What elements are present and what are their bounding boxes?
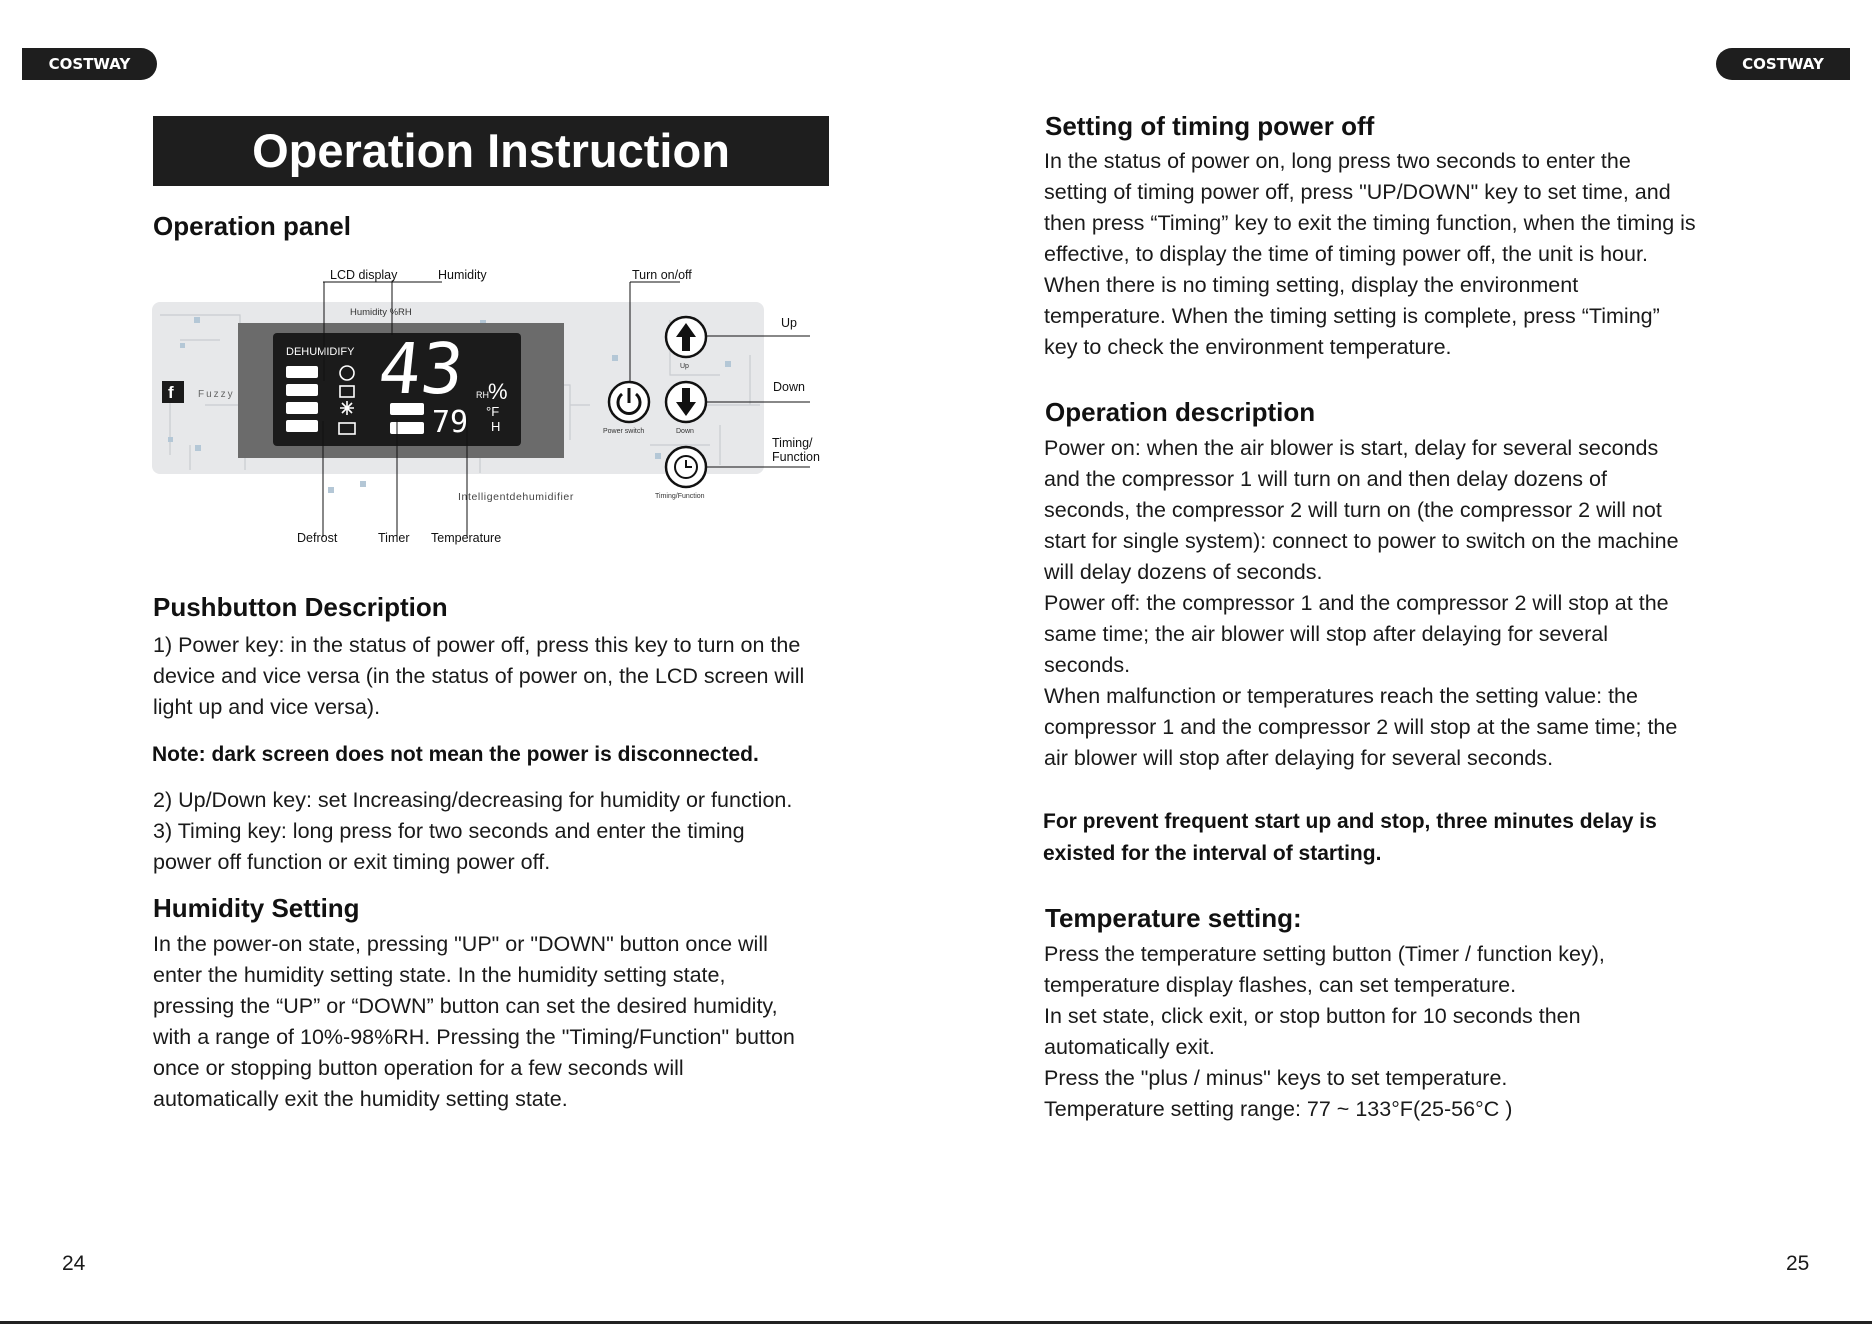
- timing-power-off-paragraph: [1044, 146, 1696, 363]
- text-line: seconds, the compressor 2 will turn on (the compressor 2 will not: [1044, 498, 1662, 522]
- text-line: light up and vice versa).: [153, 695, 381, 719]
- text-line: key to check the environment temperature.: [1044, 335, 1452, 359]
- label-up: Up: [781, 316, 797, 330]
- text-line: When malfunction or temperatures reach the setting value: the: [1044, 684, 1638, 708]
- text-line: Press the "plus / minus" keys to set temperature.: [1044, 1066, 1508, 1090]
- label-down: Down: [773, 380, 805, 394]
- text-line: Power off: the compressor 1 and the compressor 2 will stop at the: [1044, 591, 1669, 615]
- text-line: 2) Up/Down key: set Increasing/decreasing for humidity or function.: [153, 788, 793, 812]
- timing-power-off-heading: Setting of timing power off: [1045, 111, 1375, 141]
- fuzzy-label: Fuzzy: [198, 389, 235, 400]
- label-timing-function-line1: Timing/: [772, 436, 813, 450]
- text-line: automatically exit.: [1044, 1035, 1215, 1059]
- fuzzy-badge-letter: f: [168, 383, 174, 402]
- operation-panel-diagram: [150, 265, 830, 555]
- text-line: existed for the interval of starting.: [1043, 842, 1382, 865]
- timing-function-small-label: Timing/Function: [655, 493, 705, 500]
- power-button[interactable]: [609, 382, 649, 422]
- text-line: Power on: when the air blower is start, delay for several seconds: [1044, 436, 1659, 460]
- text-line: automatically exit the humidity setting state.: [153, 1087, 568, 1111]
- text-line: pressing the “UP” or “DOWN” button can set the desired humidity,: [153, 994, 778, 1018]
- label-timing-function-line2: Function: [772, 450, 820, 464]
- intelligent-dehumidifier-label: Intelligentdehumidifier: [458, 491, 574, 503]
- operation-description-heading: Operation description: [1045, 397, 1316, 427]
- temperature-setting-heading: Temperature setting:: [1045, 903, 1302, 933]
- up-button-small-label: Up: [680, 363, 689, 370]
- delay-note: [1043, 806, 1657, 870]
- text-line: power off function or exit timing power off.: [153, 850, 551, 874]
- pushbutton-paragraph-1: [153, 630, 804, 723]
- timing-button[interactable]: [666, 447, 706, 487]
- text-line: 3) Timing key: long press for two seconds and enter the timing: [153, 819, 745, 843]
- power-switch-small-label: Power switch: [603, 428, 645, 435]
- text-line: enter the humidity setting state. In the humidity setting state,: [153, 963, 726, 987]
- lcd-humidity-value: 43: [374, 328, 468, 410]
- power-note: [152, 739, 759, 771]
- text-line: compressor 1 and the compressor 2 will stop at the same time; the: [1044, 715, 1678, 739]
- lcd-h-label: H: [491, 419, 501, 434]
- lcd-percent-sign: %: [488, 379, 508, 404]
- text-line: device and vice versa (in the status of power on, the LCD screen will: [153, 664, 805, 688]
- defrost-icon: [340, 401, 354, 415]
- text-line: air blower will stop after delaying for several seconds.: [1044, 746, 1554, 770]
- label-humidity: Humidity: [438, 268, 487, 282]
- text-line: Note: dark screen does not mean the power is disconnected.: [152, 743, 759, 766]
- text-line: and the compressor 1 will turn on and then delay dozens of: [1044, 467, 1607, 491]
- lcd-fahrenheit-label: °F: [486, 404, 500, 419]
- text-line: In set state, click exit, or stop button for 10 seconds then: [1044, 1004, 1581, 1028]
- humidity-rh-label: Humidity %RH: [350, 307, 412, 318]
- label-timer: Timer: [378, 531, 410, 545]
- label-temperature: Temperature: [431, 531, 502, 545]
- down-button[interactable]: [666, 382, 706, 422]
- up-button[interactable]: [666, 317, 706, 357]
- page-number-right: 25: [1786, 1252, 1810, 1275]
- text-line: seconds.: [1044, 653, 1131, 677]
- label-lcd-display: LCD display: [330, 268, 398, 282]
- text-line: Temperature setting range: 77 ~ 133°F(25-56°C ): [1044, 1097, 1513, 1121]
- text-line: will delay dozens of seconds.: [1044, 560, 1323, 584]
- text-line: In the status of power on, long press two seconds to enter the: [1044, 149, 1631, 173]
- text-line: temperature. When the timing setting is complete, press “Timing”: [1044, 304, 1660, 328]
- text-line: For prevent frequent start up and stop, three minutes delay is: [1043, 810, 1657, 833]
- pushbutton-paragraph-2: [153, 785, 792, 878]
- text-line: with a range of 10%-98%RH. Pressing the "Timing/Function" button: [153, 1025, 795, 1049]
- humidity-setting-heading: Humidity Setting: [153, 893, 360, 923]
- operation-description-paragraph: [1044, 433, 1679, 774]
- text-line: 1) Power key: in the status of power off, press this key to turn on the: [153, 633, 801, 657]
- text-line: start for single system): connect to power to switch on the machine: [1044, 529, 1679, 553]
- text-line: In the power-on state, pressing "UP" or "DOWN" button once will: [153, 932, 768, 956]
- label-defrost: Defrost: [297, 531, 338, 545]
- down-button-small-label: Down: [676, 428, 694, 435]
- text-line: temperature display flashes, can set temperature.: [1044, 973, 1517, 997]
- operation-panel-heading: Operation panel: [153, 211, 351, 241]
- text-line: once or stopping button operation for a few seconds will: [153, 1056, 684, 1080]
- lcd-temp-value: 79: [432, 405, 469, 440]
- text-line: same time; the air blower will stop after delaying for several: [1044, 622, 1609, 646]
- pushbutton-heading: Pushbutton Description: [153, 592, 448, 622]
- humidity-setting-paragraph: [153, 929, 795, 1115]
- text-line: Press the temperature setting button (Timer / function key),: [1044, 942, 1605, 966]
- brand-logo-right: COSTWAY: [1716, 48, 1850, 80]
- temperature-setting-paragraph: [1044, 939, 1605, 1125]
- text-line: then press “Timing” key to exit the timing function, when the timing is: [1044, 211, 1696, 235]
- lcd-dehumidify-label: DEHUMIDIFY: [286, 346, 355, 358]
- lcd-rh-label: RH: [476, 390, 489, 400]
- page-number-left: 24: [62, 1252, 86, 1275]
- text-line: When there is no timing setting, display the environment: [1044, 273, 1579, 297]
- brand-logo-left: COSTWAY: [22, 48, 157, 80]
- text-line: setting of timing power off, press "UP/DOWN" key to set time, and: [1044, 180, 1671, 204]
- text-line: effective, to display the time of timing power off, the unit is hour.: [1044, 242, 1648, 266]
- label-turn-on-off: Turn on/off: [632, 268, 692, 282]
- page-title: Operation Instruction: [153, 116, 829, 186]
